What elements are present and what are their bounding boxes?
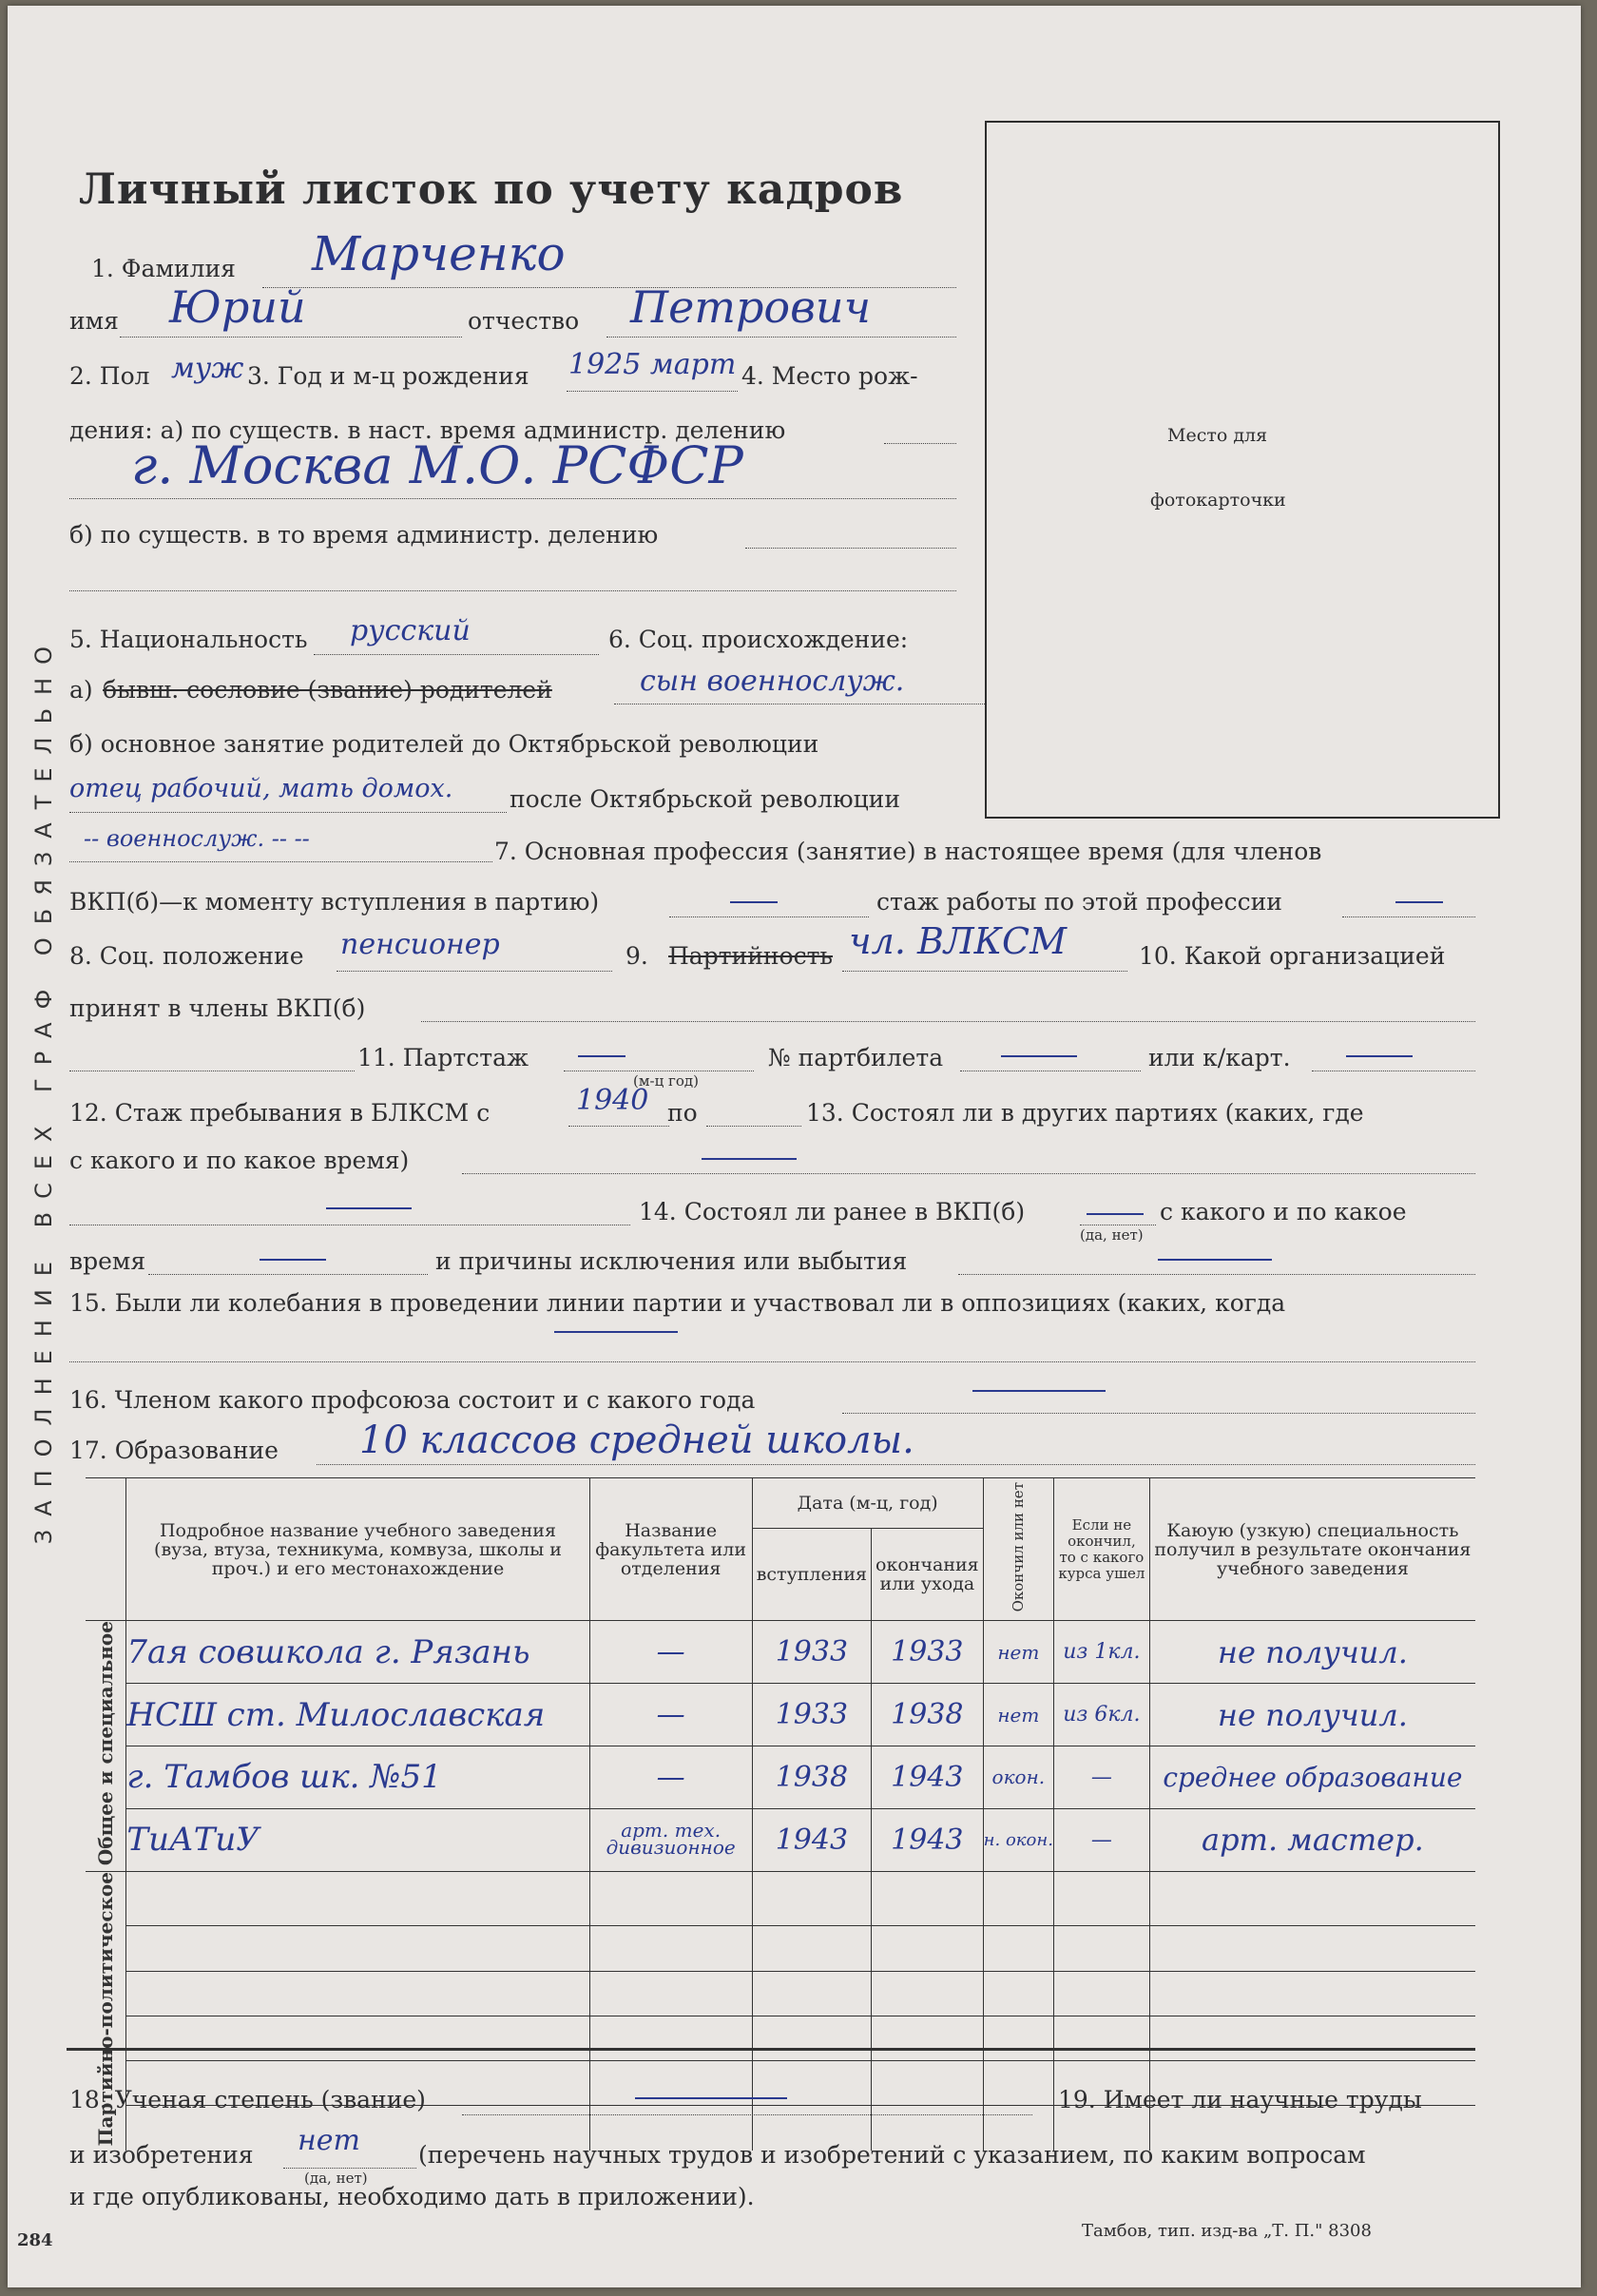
header-course: Если не окончил, то с какого курса ушел [1053, 1478, 1149, 1621]
table-row: НСШ ст. Милославская — 1933 1938 нет из 6кл. не получил. [86, 1684, 1475, 1746]
f18-label: 18. Ученая степень (звание) [69, 2086, 426, 2113]
f10-label-b: принят в члены ВКП(б) [69, 994, 366, 1022]
f7-stage-label: стаж работы по этой профессии [876, 888, 1282, 916]
header-enter: вступления [752, 1528, 871, 1620]
f9-struck-label: Партийность [668, 942, 834, 970]
group-party-label: Партийно-политическое [94, 1871, 118, 2146]
name-value: Юрий [169, 281, 306, 333]
f19-label-b: и изобретения [69, 2141, 254, 2169]
f6b-label: б) основное занятие родителей до Октябрьской революции [69, 730, 819, 758]
f17-value: 10 классов средней школы. [359, 1418, 914, 1462]
header-done: Окончил или нет [983, 1478, 1053, 1621]
f9-prefix: 9. [625, 942, 648, 970]
f4-label-b: дения: а) по существ. в наст. время администр. делению [69, 416, 786, 444]
side-label: ЗАПОЛНЕНИЕ ВСЕХ ГРАФ ОБЯЗАТЕЛЬНО [30, 633, 57, 1545]
f14-hint: (да, нет) [1080, 1226, 1144, 1244]
f6c-value: -- военнослуж. -- -- [84, 825, 310, 852]
f19-label: 19. Имеет ли научные труды [1058, 2086, 1422, 2113]
f5-value: русский [350, 614, 471, 647]
f12-value: 1940 [576, 1084, 649, 1117]
photo-label-1: Место для [1167, 425, 1268, 446]
f9-value: чл. ВЛКСМ [849, 920, 1068, 962]
f14-label: 14. Состоял ли ранее в ВКП(б) [639, 1198, 1026, 1225]
f4b-label: б) по существ. в то время администр. делению [69, 521, 659, 549]
f6b-value: отец рабочий, мать домох. [69, 774, 453, 803]
table-row: ТиАТиУ арт. тех. дивизионное 1943 1943 н. окон. — арт. мастер. [86, 1808, 1475, 1871]
f1-label: 1. Фамилия [91, 255, 236, 282]
footer-left: 284 [17, 2230, 53, 2250]
f17-label: 17. Образование [69, 1437, 279, 1464]
patronymic-label: отчество [468, 307, 580, 335]
f4-label-a: 4. Место рож- [741, 362, 918, 390]
header-date: Дата (м-ц, год) [752, 1478, 983, 1529]
patronymic-value: Петрович [630, 281, 872, 333]
f6a-prefix: а) [69, 676, 93, 704]
f19-label-c: (перечень научных трудов и изобретений с указанием, по каким вопросам [418, 2141, 1366, 2169]
partbilet-label: № партбилета [768, 1044, 944, 1071]
header-finish: окончания или ухода [872, 1528, 984, 1620]
f7-label-b: ВКП(б)—к моменту вступления в партию) [69, 888, 600, 916]
f6c-label: после Октябрьской революции [510, 785, 900, 813]
photo-placeholder [985, 121, 1500, 819]
f1-value: Марченко [312, 226, 566, 281]
f11-hint: (м-ц год) [633, 1072, 699, 1090]
f14-label-b: с какого и по какое [1160, 1198, 1407, 1225]
f16-label: 16. Членом какого профсоюза состоит и с какого года [69, 1386, 756, 1414]
photo-label-2: фотокарточки [1150, 490, 1286, 511]
f2-value: муж [171, 352, 244, 385]
f3-value: 1925 март [568, 348, 737, 381]
f7-label: 7. Основная профессия (занятие) в настоящее время (для членов [494, 838, 1322, 865]
f19-label-d: и где опубликованы, необходимо дать в приложении). [69, 2183, 755, 2210]
f4-value: г. Москва М.О. РСФСР [131, 435, 743, 495]
f13-label-b: с какого и по какое время) [69, 1147, 410, 1174]
kart-label: или к/карт. [1148, 1044, 1291, 1071]
f3-label: 3. Год и м-ц рождения [247, 362, 529, 390]
header-institution: Подробное название учебного заведения (вуза, втуза, техникума, комвуза, школы и проч.) и его местонахождение [126, 1478, 589, 1621]
table-row: г. Тамбов шк. №51 — 1938 1943 окон. — среднее образование [86, 1746, 1475, 1808]
f8-value: пенсионер [340, 928, 500, 961]
f13-label: 13. Состоял ли в других партиях (каких, где [806, 1099, 1364, 1127]
f12-label: 12. Стаж пребывания в БЛКСМ с [69, 1099, 491, 1127]
f5-label: 5. Национальность [69, 626, 308, 653]
group-general-label: Общее и специальное [94, 1621, 118, 1866]
name-label: имя [69, 307, 119, 335]
f19-value: нет [298, 2124, 360, 2157]
form-title: Личный листок по учету кадров [79, 165, 904, 214]
f8-label: 8. Соц. положение [69, 942, 304, 970]
f6a-value: сын военнослуж. [640, 665, 905, 698]
f2-label: 2. Пол [69, 362, 150, 390]
f11-label: 11. Партстаж [357, 1044, 529, 1071]
f12-po: по [667, 1099, 698, 1127]
f14-label-c: время [69, 1247, 146, 1275]
header-faculty: Название факультета или отделения [589, 1478, 752, 1621]
f10-label: 10. Какой организацией [1139, 942, 1446, 970]
f15-label: 15. Были ли колебания в проведении линии партии и участвовал ли в оппозициях (каких, когда [69, 1289, 1286, 1317]
header-specialty: Каюую (узкую) специальность получил в результате окончания учебного заведения [1149, 1478, 1475, 1621]
f14-reason: и причины исключения или выбытия [435, 1247, 908, 1275]
printer-imprint: Тамбов, тип. изд-ва „Т. П." 8308 [1082, 2221, 1372, 2241]
f19-hint: (да, нет) [304, 2170, 368, 2187]
document-page [8, 6, 1581, 2287]
f6-label: 6. Соц. происхождение: [608, 626, 909, 653]
f6a-struck-label: бывш. сословие (звание) родителей [103, 676, 552, 704]
table-row: Общее и специальное 7ая совшкола г. Рязань — 1933 1933 нет из 1кл. не получил. [86, 1621, 1475, 1684]
